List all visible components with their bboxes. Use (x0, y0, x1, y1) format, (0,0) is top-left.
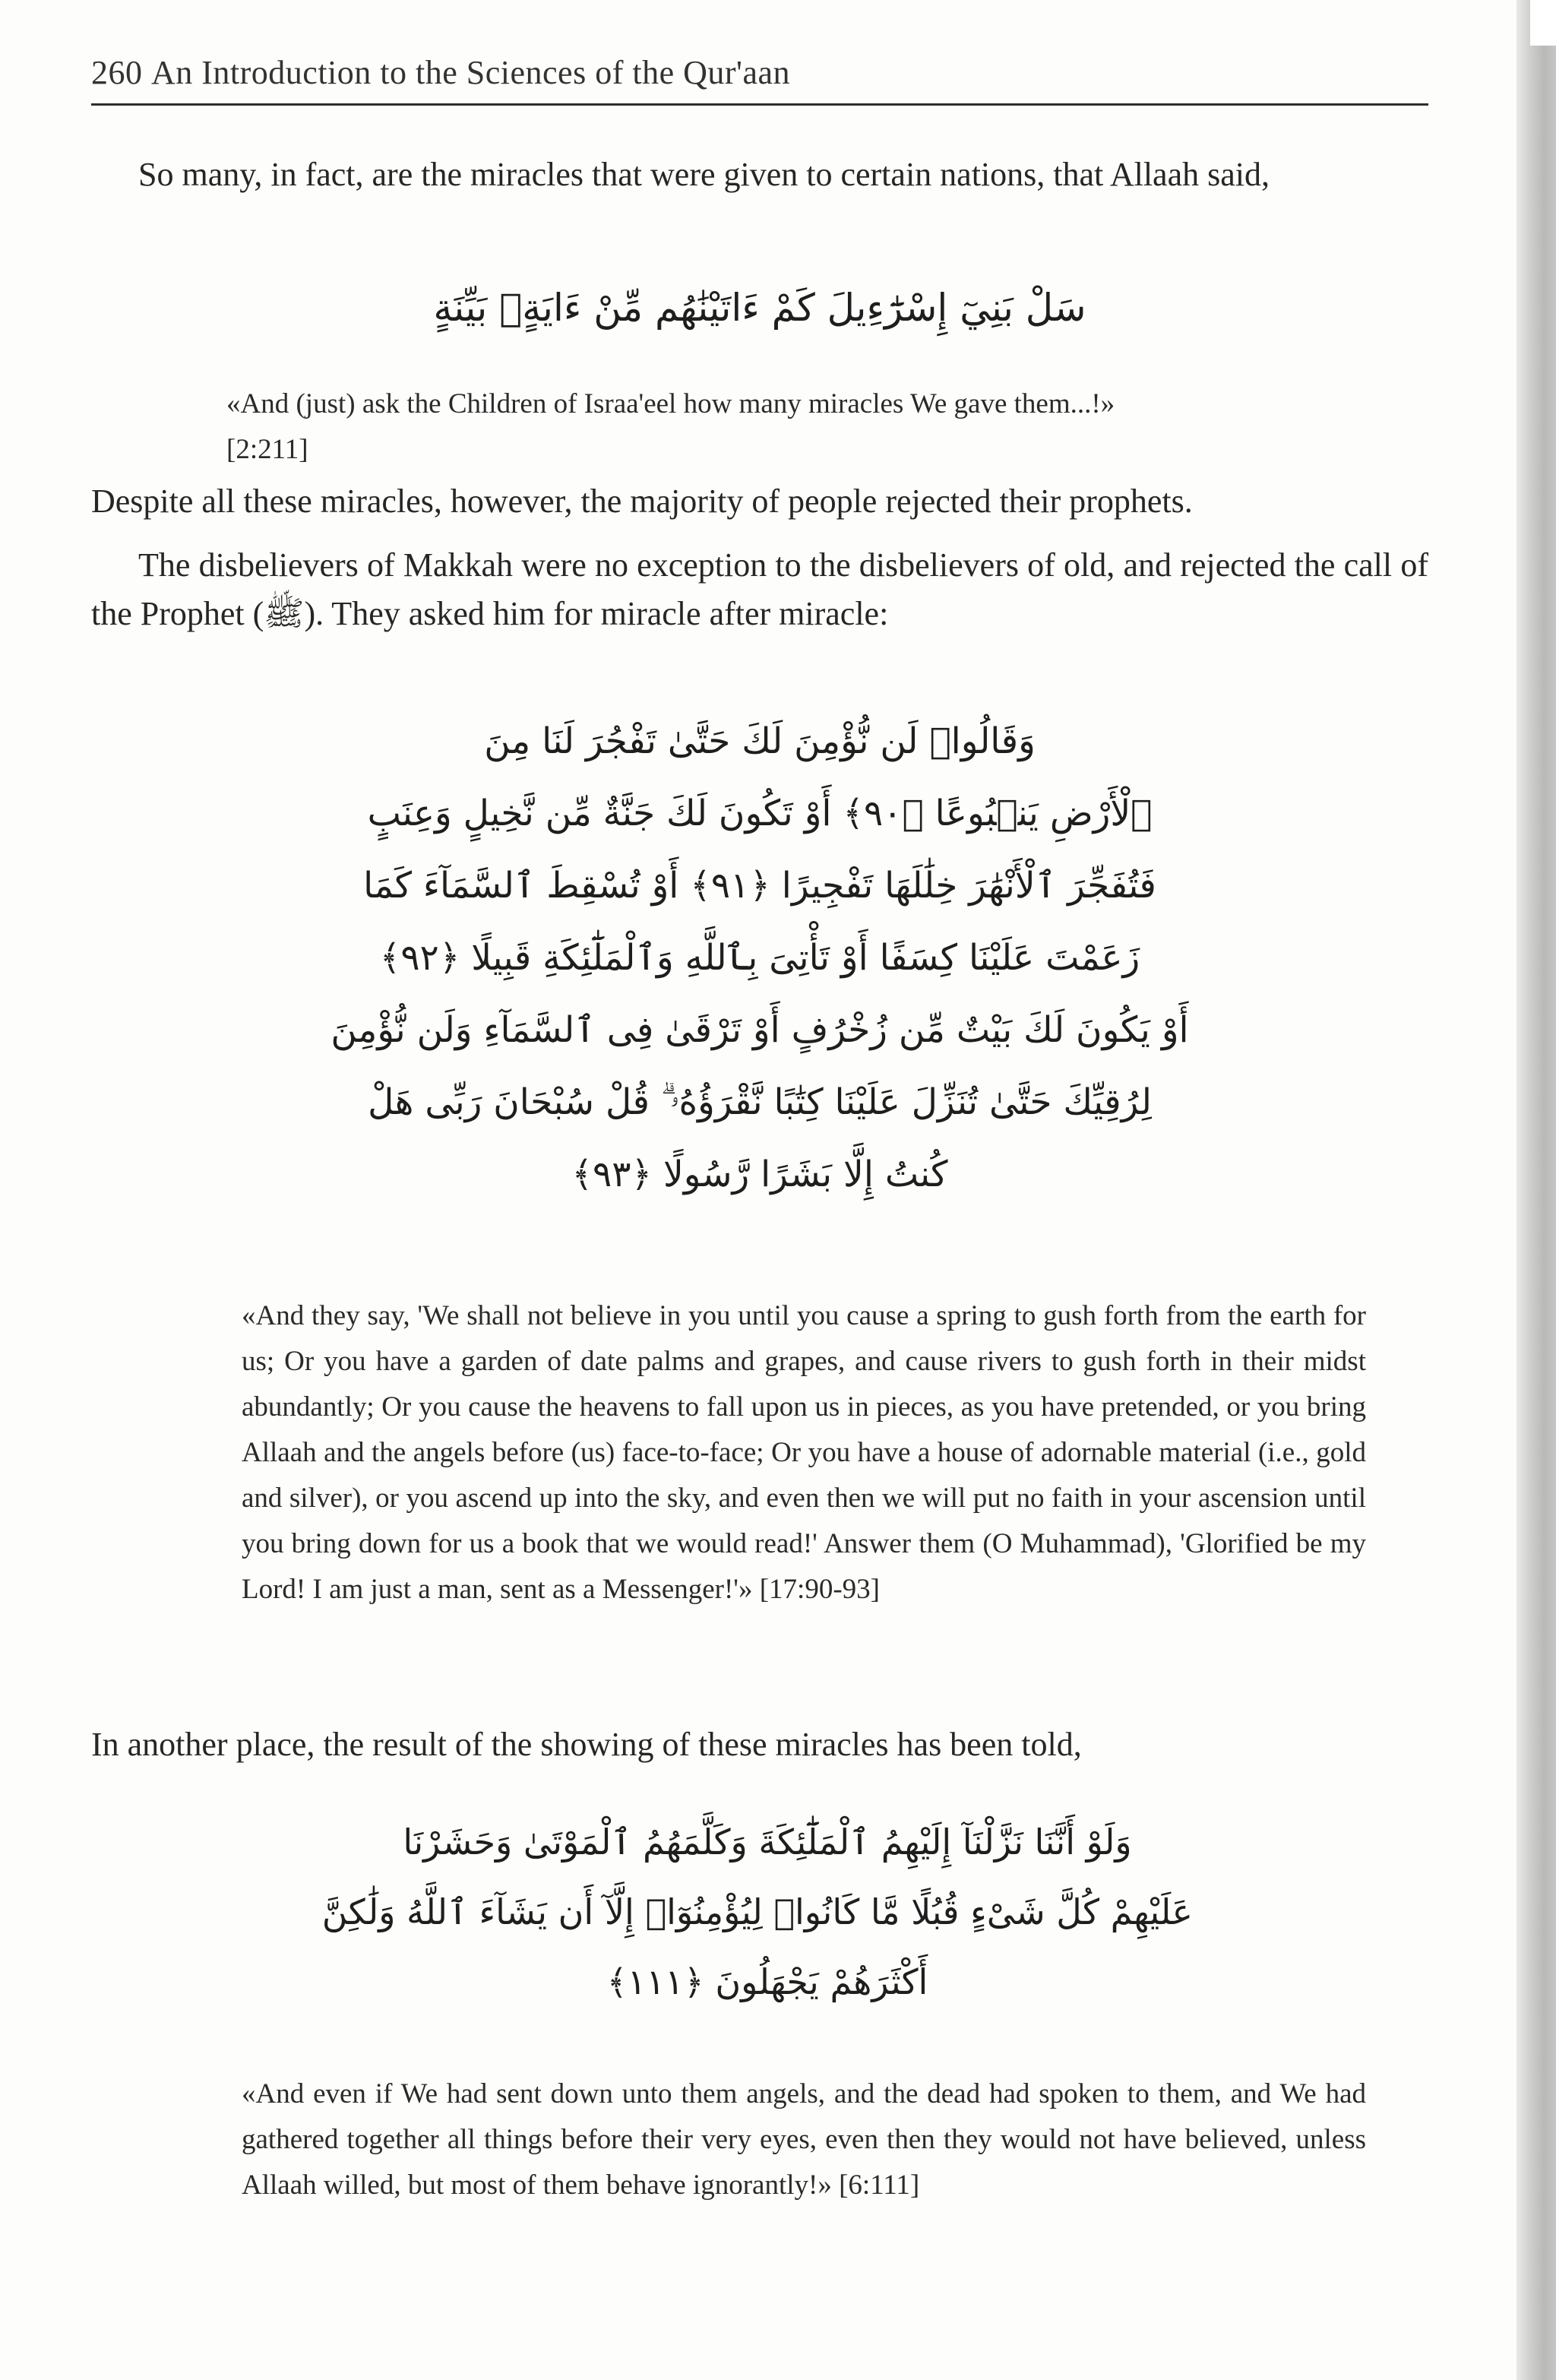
verse-1-arabic (319, 274, 1200, 342)
arabic-line: أَوْ يَكُونَ لَكَ بَيْتٌ مِّن زُخْرُفٍ أَوْ تَرْقَىٰ فِى ٱلسَّمَآءِ وَلَن نُّؤْمِنَ (330, 1009, 1189, 1051)
arabic-line: فَتُفَجِّرَ ٱلْأَنْهَٰرَ خِلَٰلَهَا تَفْجِيرًا ﴿٩١﴾ أَوْ تُسْقِطَ ٱلسَّمَآءَ كَمَا (363, 865, 1156, 907)
verse-3-arabic (321, 1807, 1193, 2017)
arabic-line: أَكْثَرَهُمْ يَجْهَلُونَ ﴿١١١﴾ (606, 1961, 928, 2002)
book-title: An Introduction to the Sciences of the Qur'aan (151, 54, 791, 91)
book-page (91, 0, 1428, 2380)
arabic-line: سَلْ بَنِيٓ إِسْرَٰٓءِيلَ كَمْ ءَاتَيْنَٰهُم مِّنْ ءَايَةٍۭ بَيِّنَةٍ (433, 286, 1086, 330)
intro-paragraph: So many, in fact, are the miracles that were given to certain nations, that Allaah said, (138, 156, 1270, 193)
header-rule (91, 103, 1428, 106)
arabic-line: كُنتُ إِلَّا بَشَرًا رَّسُولًا ﴿٩٣﴾ (571, 1154, 948, 1195)
paragraph-4: In another place, the result of the showing of these miracles has been told, (91, 1726, 1082, 1763)
running-header (91, 53, 790, 92)
arabic-line: ٱلْأَرْضِ يَنۢبُوعًا ﴿٩٠﴾ أَوْ تَكُونَ لَكَ جَنَّةٌ مِّن نَّخِيلٍ وَعِنَبٍ (367, 793, 1153, 834)
verse-1-reference: [2:211] (226, 434, 308, 465)
verse-2-arabic (319, 705, 1200, 1211)
paragraph-2: Despite all these miracles, however, the majority of people rejected their prophets. (91, 483, 1193, 520)
page-number: 260 (91, 54, 143, 91)
verse-3-translation: «And even if We had sent down unto them angels, and the dead had spoken to them, and We had gathered together all things before their very eyes, even then they would not have believed, unless Allaah willed, but most of them behave ignorantly!» [6:111] (242, 2078, 1366, 2201)
verse-1-translation-text: «And (just) ask the Children of Israa'eel how many miracles We gave them...!» (226, 388, 1115, 419)
arabic-line: لِرُقِيِّكَ حَتَّىٰ تُنَزِّلَ عَلَيْنَا كِتَٰبًا نَّقْرَؤُهُۥ ۗ قُلْ سُبْحَانَ رَبِّى هَلْ (368, 1081, 1152, 1123)
verse-1-translation (226, 381, 1343, 473)
arabic-line: زَعَمْتَ عَلَيْنَا كِسَفًا أَوْ تَأْتِىَ بِٱللَّهِ وَٱلْمَلَٰٓئِكَةِ قَبِيلًا ﴿٩٢﴾ (379, 937, 1140, 979)
scan-edge-notch (1530, 0, 1556, 46)
scan-page-edge (1516, 0, 1556, 2380)
verse-2-translation: «And they say, 'We shall not believe in you until you cause a spring to gush forth from the earth for us; Or you have a garden of date palms and grapes, and cause rivers to gush forth in their midst abundantly; Or you cause the heavens to fall upon us in pieces, as you have pretended, or you bring Allaah and the angels before (us) face-to-face; Or you have a house of adornable material (i.e., gold and silver), or you ascend up into the sky, and even then we will put no faith in your ascension until you bring down for us a book that we would read!' Answer them (O Muhammad), 'Glorified be my Lord! I am just a man, sent as a Messenger!'» [17:90-93] (242, 1300, 1366, 1605)
paragraph-3: The disbelievers of Makkah were no exception to the disbelievers of old, and rejected the call of the Prophet (ﷺ). They asked him for miracle after miracle: (91, 546, 1428, 632)
arabic-line: وَقَالُوا۟ لَن نُّؤْمِنَ لَكَ حَتَّىٰ تَفْجُرَ لَنَا مِنَ (484, 720, 1036, 762)
arabic-line: عَلَيْهِمْ كُلَّ شَىْءٍ قُبُلًا مَّا كَانُوا۟ لِيُؤْمِنُوٓا۟ إِلَّآ أَن يَشَآءَ ٱللَّهُ وَلَٰكِنَّ (321, 1891, 1193, 1932)
arabic-line: وَلَوْ أَنَّنَا نَزَّلْنَآ إِلَيْهِمُ ٱلْمَلَٰٓئِكَةَ وَكَلَّمَهُمُ ٱلْمَوْتَىٰ وَحَشَرْنَا (403, 1821, 1132, 1863)
